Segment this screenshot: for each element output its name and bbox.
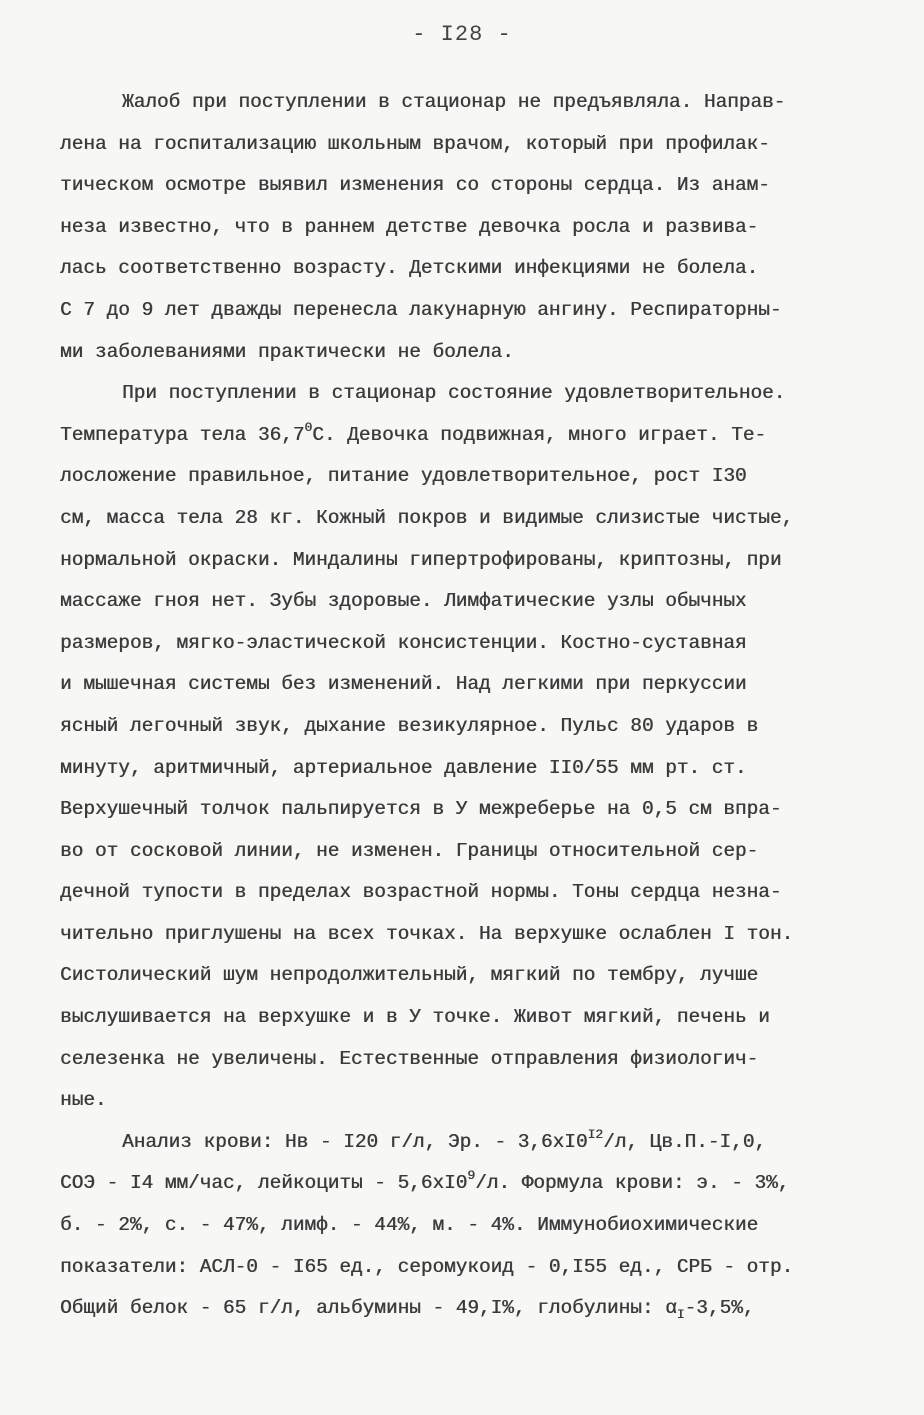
text-line: выслушивается на верхушке и в У точке. Живот мягкий, печень и [60,1006,770,1029]
text-line: и мышечная системы без изменений. Над легкими при перкуссии [60,673,747,696]
text-segment: /л, Цв.П.-I,0, [603,1130,766,1153]
text-line: показатели: АСЛ-0 - I65 ед., серомукоид - 0,I55 ед., СРБ - отр. [60,1255,794,1278]
text-line [60,1288,870,1330]
text-line: При поступлении в стационар состояние удовлетворительное. [122,382,786,405]
text-line: Жалоб при поступлении в стационар не предъявляла. Направ- [122,91,786,113]
text-line: чительно приглушены на всех точках. На верхушке ослаблен I тон. [60,922,794,945]
text-line [60,1122,870,1164]
text-line: см, масса тела 28 кг. Кожный покров и видимые слизистые чистые, [60,506,794,529]
text-line: ясный легочный звук, дыхание везикулярное. Пульс 80 ударов в [60,714,759,737]
superscript-exponent: I2 [587,1126,604,1142]
text-line: дечной тупости в пределах возрастной нормы. Тоны сердца незна- [60,881,782,904]
text-line: селезенка не увеличены. Естественные отправления физиологич- [60,1047,759,1070]
text-segment: С. Девочка подвижная, много играет. Те- [312,423,767,446]
body-text [60,82,870,1330]
text-line: лена на госпитализацию школьным врачом, который при профилак- [60,132,770,155]
text-line: минуту, аритмичный, артериальное давление II0/55 мм рт. ст. [60,756,747,779]
page-number: - I28 - [412,22,512,47]
text-line: во от сосковой линии, не изменен. Границы относительной сер- [60,839,759,862]
text-line: нормальной окраски. Миндалины гипертрофированы, криптозны, при [60,548,782,571]
text-segment: -3,5%, [684,1297,755,1320]
text-line: лась соответственно возрасту. Детскими инфекциями не болела. [60,257,759,280]
text-line: размеров, мягко-эластической консистенции. Костно-суставная [60,631,747,654]
text-segment: Общий белок - 65 г/л, альбумины - 49,I%, глобулины: α [60,1297,677,1320]
text-line: Систолический шум непродолжительный, мягкий по тембру, лучше [60,964,759,987]
text-line [60,415,870,457]
text-line: Верхушечный толчок пальпируется в У межреберье на 0,5 см впра- [60,798,782,821]
text-line [60,1163,870,1205]
text-line: массаже гноя нет. Зубы здоровые. Лимфатические узлы обычных [60,590,747,613]
text-segment: СОЭ - I4 мм/час, лейкоциты - 5,6xI0 [60,1172,468,1195]
superscript-exponent: 9 [467,1168,476,1184]
text-line: ные. [60,1089,107,1112]
superscript-exponent: 0 [304,419,313,435]
text-line: тическом осмотре выявил изменения со стороны сердца. Из анам- [60,174,770,197]
text-line: лосложение правильное, питание удовлетворительное, рост I30 [60,465,747,488]
text-segment: Анализ крови: Нв - I20 г/л, Эр. - 3,6xI0 [122,1130,588,1153]
subscript-index: I [676,1307,685,1323]
text-line: неза известно, что в раннем детстве девочка росла и развива- [60,215,759,238]
text-line: ми заболеваниями практически не болела. [60,340,514,363]
text-segment: Температура тела 36,7 [60,423,305,446]
text-segment: /л. Формула крови: э. - 3%, [475,1172,790,1195]
text-line: б. - 2%, с. - 47%, лимф. - 44%, м. - 4%. Иммунобиохимические [60,1214,759,1237]
text-line: С 7 до 9 лет дважды перенесла лакунарную ангину. Респираторны- [60,298,782,321]
